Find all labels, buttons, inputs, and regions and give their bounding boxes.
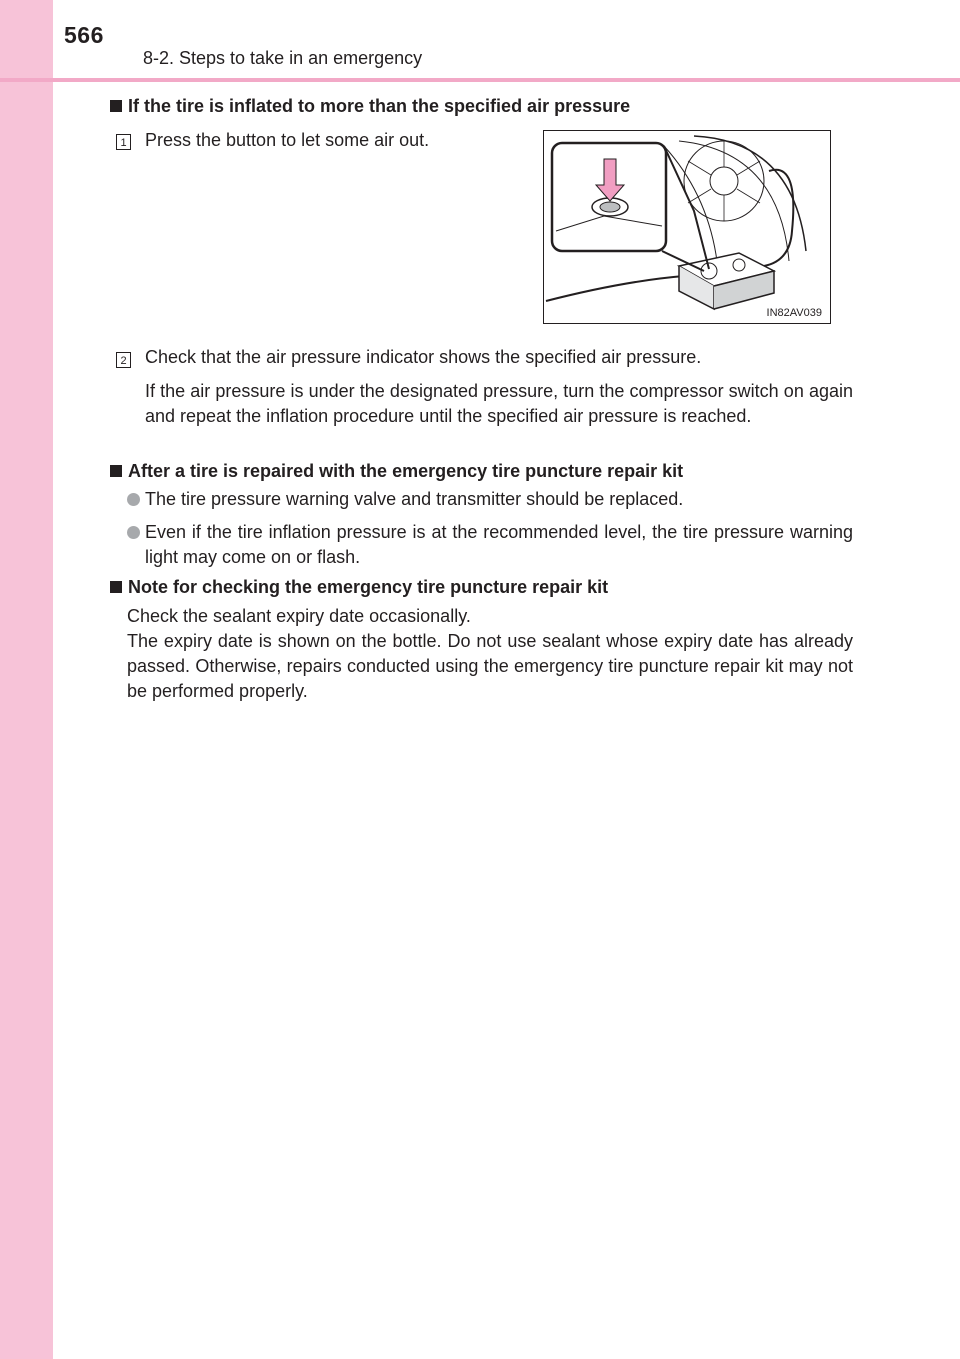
step-2-note: If the air pressure is under the designated pressure, turn the compressor switch on again and repeat the inflation procedure until the specified air pressure is reached.: [145, 381, 853, 426]
bullet-dot-icon: [127, 493, 140, 506]
compressor-pressure-release-illustration: [544, 131, 830, 323]
header-rule: [0, 78, 960, 82]
bullet-text-1: The tire pressure warning valve and transmitter should be replaced.: [145, 489, 684, 509]
bullet-dot-icon: [127, 526, 140, 539]
page-number: 566: [64, 22, 104, 48]
note-paragraph-1: Check the sealant expiry date occasionally.: [127, 606, 471, 626]
square-bullet-icon: [110, 100, 122, 112]
step-number-1: 1: [116, 134, 131, 150]
compressor-figure: [543, 130, 831, 324]
heading-note-checking: [110, 577, 608, 598]
figure-code: IN82AV039: [766, 307, 822, 319]
step-1-text: Press the button to let some air out.: [145, 130, 430, 150]
section-title: 8-2. Steps to take in an emergency: [143, 48, 423, 68]
bullet-text-2: Even if the tire inflation pressure is at the recommended level, the tire pressure warning light may come on or flash.: [145, 522, 853, 567]
heading-after-repair: [110, 461, 683, 482]
heading-text: After a tire is repaired with the emergency tire puncture repair kit: [128, 461, 684, 481]
step-number-2: 2: [116, 352, 131, 368]
note-paragraph-2: The expiry date is shown on the bottle. Do not use sealant whose expiry date has already passed. Otherwise, repairs conducted using the emergency tire puncture repair kit may not be performed properly.: [127, 631, 853, 701]
heading-text: Note for checking the emergency tire puncture repair kit: [128, 577, 609, 597]
square-bullet-icon: [110, 581, 122, 593]
step-2-text: Check that the air pressure indicator shows the specified air pressure.: [145, 347, 702, 367]
heading-overinflated: [110, 96, 630, 117]
square-bullet-icon: [110, 465, 122, 477]
page-sidebar-tab: [0, 0, 53, 1359]
heading-text: If the tire is inflated to more than the specified air pressure: [128, 96, 631, 116]
